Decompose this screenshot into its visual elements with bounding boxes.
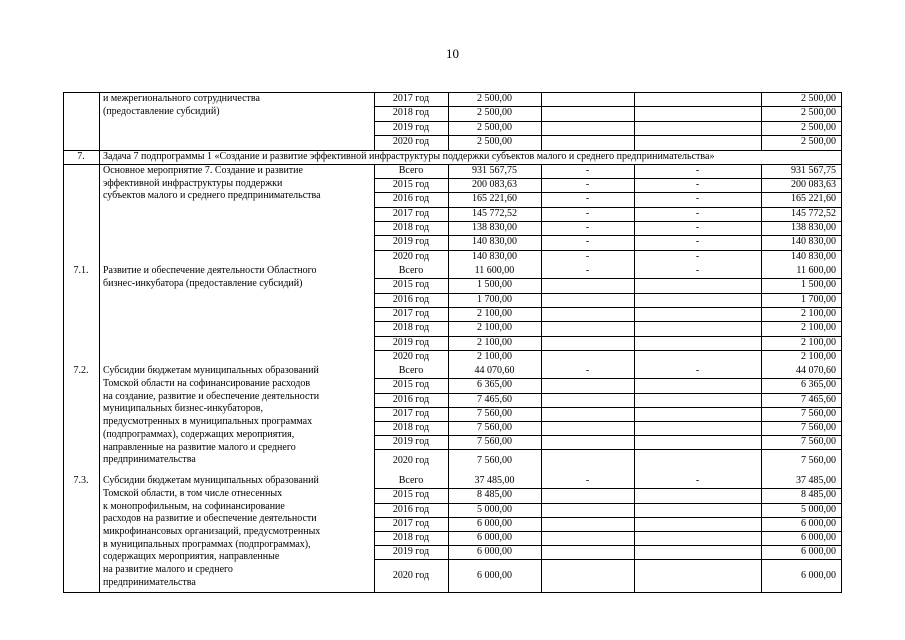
- year-cell: 2016 год: [392, 193, 430, 205]
- section-number: 7.1.: [73, 265, 89, 276]
- table-rule: [634, 364, 635, 474]
- amount-cell: 2 500,00: [477, 93, 512, 104]
- section-title-line: Томской области на софинансирование расходов: [103, 378, 311, 389]
- amount-cell: 1 500,00: [801, 279, 836, 291]
- year-cell: 2020 год: [392, 351, 430, 362]
- amount-cell: 2 100,00: [477, 336, 512, 348]
- amount-cell: -: [585, 475, 590, 487]
- amount-cell: 7 560,00: [801, 422, 836, 433]
- amount-cell: 37 485,00: [796, 475, 836, 487]
- year-cell: 2019 год: [392, 236, 430, 248]
- amount-cell: 6 365,00: [801, 379, 836, 391]
- amount-cell: -: [585, 165, 590, 176]
- amount-cell: 931 567,75: [791, 165, 836, 176]
- year-cell: Всего: [398, 165, 424, 176]
- amount-cell: 6 000,00: [801, 532, 836, 543]
- section-title-line: (предоставление субсидий): [103, 105, 220, 117]
- section-title-line: Томской области, в том числе отнесенных: [103, 487, 283, 499]
- section-title-line: субъектов малого и среднего предпринимательства: [103, 190, 321, 202]
- section-title-line: Субсидии бюджетам муниципальных образований: [103, 475, 319, 487]
- section-title-line: на развитие малого и среднего: [103, 564, 233, 576]
- amount-cell: -: [585, 265, 590, 276]
- amount-cell: -: [695, 193, 700, 205]
- amount-cell: 11 600,00: [796, 265, 836, 276]
- section-title-line: к монопрофильным, на софинансирование: [103, 500, 285, 512]
- amount-cell: 7 560,00: [477, 455, 512, 467]
- year-cell: 2020 год: [392, 136, 430, 148]
- year-cell: 2018 год: [392, 322, 430, 334]
- amount-cell: -: [585, 365, 590, 377]
- table-rule: [634, 474, 635, 593]
- amount-cell: 11 600,00: [474, 265, 515, 276]
- section-title-line: Основное мероприятие 7. Создание и развитие: [103, 165, 303, 176]
- year-cell: 2018 год: [392, 422, 430, 433]
- amount-cell: 7 560,00: [477, 436, 512, 447]
- year-cell: 2018 год: [392, 107, 430, 119]
- year-cell: 2015 год: [392, 179, 430, 190]
- amount-cell: 2 500,00: [801, 121, 836, 133]
- amount-cell: 138 830,00: [472, 222, 517, 233]
- amount-cell: 1 700,00: [477, 293, 512, 305]
- amount-cell: -: [695, 265, 700, 276]
- amount-cell: 2 500,00: [477, 121, 512, 133]
- section-number: 7.3.: [73, 475, 89, 487]
- year-cell: 2017 год: [392, 207, 430, 219]
- year-cell: Всего: [398, 475, 424, 487]
- amount-cell: 7 560,00: [477, 407, 512, 419]
- amount-cell: 2 100,00: [801, 351, 836, 362]
- amount-cell: -: [585, 236, 590, 248]
- section-number: [63, 165, 99, 179]
- amount-cell: 2 100,00: [801, 308, 836, 319]
- section-number: [63, 93, 99, 107]
- amount-cell: 140 830,00: [791, 250, 836, 262]
- amount-cell: 44 070,60: [474, 365, 515, 377]
- amount-cell: 7 560,00: [801, 407, 836, 419]
- amount-cell: 145 772,52: [791, 207, 836, 219]
- amount-cell: 2 100,00: [477, 308, 512, 319]
- section-title-line: расходов на развитие и обеспечение деятельности: [103, 513, 317, 525]
- section-title-line: эффективной инфраструктуры поддержки: [103, 177, 283, 189]
- year-cell: 2017 год: [392, 517, 430, 529]
- year-cell: 2016 год: [392, 503, 430, 515]
- table-rule: [541, 364, 542, 474]
- section-title-line: микрофинансовых организаций, предусмотренных: [103, 526, 321, 537]
- amount-cell: 2 500,00: [801, 93, 836, 104]
- year-cell: 2016 год: [392, 293, 430, 305]
- amount-cell: 2 100,00: [477, 351, 512, 362]
- year-cell: 2017 год: [392, 308, 430, 319]
- amount-cell: 2 500,00: [477, 136, 512, 148]
- section-title-line: предпринимательства: [103, 576, 196, 588]
- section-title-line: (подпрограммах), содержащих мероприятия,: [103, 428, 295, 440]
- amount-cell: 140 830,00: [791, 236, 836, 248]
- amount-cell: 2 500,00: [477, 107, 512, 119]
- amount-cell: 7 560,00: [477, 422, 512, 433]
- year-cell: 2016 год: [392, 393, 430, 405]
- task-title: Задача 7 подпрограммы 1 «Создание и развитие эффективной инфраструктуры поддержки субъектов малого и среднего предпринимательства»: [103, 150, 715, 162]
- page-number: 10: [446, 46, 459, 61]
- amount-cell: -: [695, 236, 700, 248]
- section-number: 7.: [77, 150, 85, 162]
- amount-cell: 8 485,00: [477, 489, 512, 501]
- section-title-line: предусмотренных в муниципальных программах: [103, 416, 313, 428]
- section-title-line: предпринимательства: [103, 454, 196, 466]
- section-title-line: направленные на развитие малого и среднего: [103, 441, 296, 453]
- amount-cell: -: [695, 179, 700, 190]
- section-title-line: и межрегионального сотрудничества: [103, 93, 260, 104]
- amount-cell: 6 000,00: [801, 517, 836, 529]
- table-rule: [541, 474, 542, 593]
- year-cell: 2019 год: [392, 336, 430, 348]
- year-cell: 2020 год: [392, 570, 430, 582]
- amount-cell: 2 100,00: [477, 322, 512, 334]
- year-cell: Всего: [398, 265, 424, 276]
- amount-cell: -: [695, 165, 700, 176]
- amount-cell: 6 365,00: [477, 379, 512, 391]
- amount-cell: 165 221,60: [791, 193, 836, 205]
- amount-cell: 165 221,60: [472, 193, 517, 205]
- section-number: 7.2.: [73, 365, 89, 377]
- amount-cell: 6 000,00: [477, 517, 512, 529]
- year-cell: 2017 год: [392, 93, 430, 104]
- amount-cell: -: [695, 475, 700, 487]
- amount-cell: 2 100,00: [801, 322, 836, 334]
- amount-cell: 931 567,75: [472, 165, 517, 176]
- amount-cell: 6 000,00: [801, 570, 836, 582]
- amount-cell: 6 000,00: [477, 570, 512, 582]
- amount-cell: -: [695, 222, 700, 233]
- section-title-line: в муниципальных программах (подпрограммах),: [103, 538, 311, 550]
- amount-cell: 5 000,00: [477, 503, 512, 515]
- financing-table: [63, 92, 842, 593]
- year-cell: 2020 год: [392, 250, 430, 262]
- section-title-line: бизнес-инкубатора (предоставление субсидий): [103, 277, 303, 289]
- year-cell: 2015 год: [392, 489, 430, 501]
- amount-cell: 37 485,00: [474, 475, 515, 487]
- amount-cell: -: [695, 365, 700, 377]
- amount-cell: 140 830,00: [472, 236, 517, 248]
- amount-cell: 8 485,00: [801, 489, 836, 501]
- amount-cell: 2 100,00: [801, 336, 836, 348]
- amount-cell: 1 700,00: [801, 293, 836, 305]
- year-cell: 2019 год: [392, 121, 430, 133]
- section-title-line: муниципальных бизнес-инкубаторов,: [103, 403, 263, 415]
- amount-cell: 138 830,00: [791, 222, 836, 233]
- amount-cell: 7 560,00: [801, 436, 836, 447]
- year-cell: 2017 год: [392, 407, 430, 419]
- section-title-line: содержащих мероприятия, направленные: [103, 551, 280, 563]
- amount-cell: 145 772,52: [472, 207, 517, 219]
- amount-cell: 6 000,00: [477, 546, 512, 558]
- amount-cell: 140 830,00: [472, 250, 517, 262]
- year-cell: 2018 год: [392, 532, 430, 543]
- section-title-line: на создание, развитие и обеспечение деятельности: [103, 390, 320, 402]
- year-cell: 2020 год: [392, 455, 430, 467]
- amount-cell: 5 000,00: [801, 503, 836, 515]
- amount-cell: -: [585, 222, 590, 233]
- amount-cell: 2 500,00: [801, 107, 836, 119]
- amount-cell: 6 000,00: [477, 532, 512, 543]
- amount-cell: -: [585, 207, 590, 219]
- amount-cell: 200 083,63: [791, 179, 836, 190]
- section-title-line: Субсидии бюджетам муниципальных образований: [103, 365, 319, 377]
- amount-cell: -: [695, 207, 700, 219]
- amount-cell: 200 083,63: [472, 179, 517, 190]
- amount-cell: -: [695, 250, 700, 262]
- amount-cell: -: [585, 250, 590, 262]
- amount-cell: 2 500,00: [801, 136, 836, 148]
- amount-cell: 7 465,60: [801, 393, 836, 405]
- year-cell: 2018 год: [392, 222, 430, 233]
- amount-cell: 44 070,60: [796, 365, 836, 377]
- year-cell: Всего: [398, 365, 424, 377]
- year-cell: 2015 год: [392, 379, 430, 391]
- amount-cell: 1 500,00: [477, 279, 512, 291]
- amount-cell: 7 465,60: [477, 393, 512, 405]
- amount-cell: 7 560,00: [801, 455, 836, 467]
- amount-cell: -: [585, 179, 590, 190]
- year-cell: 2019 год: [392, 546, 430, 558]
- amount-cell: -: [585, 193, 590, 205]
- section-title-line: Развитие и обеспечение деятельности Областного: [103, 265, 317, 276]
- amount-cell: 6 000,00: [801, 546, 836, 558]
- year-cell: 2015 год: [392, 279, 430, 291]
- year-cell: 2019 год: [392, 436, 430, 447]
